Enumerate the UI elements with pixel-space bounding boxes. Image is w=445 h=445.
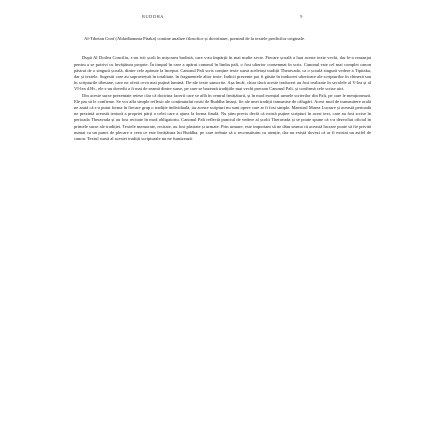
paragraph: Din aceste surse prezentate reiese clar că doctrina facerii care se află în centrul învățăturii, și în mod esențial urmele scrierilor din Pali, pe care le menționează. Ele par să le confirme. Se vor afla simple reflexii ale conținutului rostit de Buddha însuși, fie ale unei tradiții transmise de călugări. Acest mod de transmitere orală ne arată că s-a putut forma în fiecare grup o tradiție individuală, iar aceste scripturi nu sunt opere care ar fi fost simple. Maestrul Marea Lucrare și această perioadă ne prezintă această textură a propriei părți a celei care a ajuns la forma finală. Nu știm precis decât că există puține scripturi în acest text, care au fost scrise în perioada Theravada și au fost recitate în mod obligatoriu. Canonul Pali reflectă punctul de vedere al școlii Theravada și se poate spune că s-a dezvoltat oficial în primele surse ale tradiției. Textele memorate, recitate, au fost păstrate și urmate. Prin urmare, este important să ne dăm seama că această lucrare poate să fie privită numai ca un punct de plecare a ceea ce este învățătura lui Buddha, pe care trebuie să o reconstituim cu atenție, dar nu există dovezi că ar fi existat un astfel de canon. Textul sursă al acestei tradiții scripturale nu ne furnizează. <box>74 92 371 142</box>
page-number: 9 <box>300 14 303 19</box>
running-head-left: BUDDHA <box>142 14 164 19</box>
chapter-summary: Al-Tibetan Conf (Abhidhamma Pitaka) contine analize filosofice și doctrinare, pornind de la textele predicilor originale. <box>84 36 306 41</box>
body-text <box>74 55 371 142</box>
running-head <box>74 14 371 19</box>
paragraph: După Al Doilea Conciliu, s-au ivit școli în mișcarea budistă, care s-au împărțit în mai multe secte. Fiecare școală a luat aceste texte vechi, dar le-a rearanjat pentru a se potrivi cu învățătura proprie. În timpul în care a apărut canonul în limba pali, o fost ulterior consemnat în scris. Canonul este cel mai complet canon păstrat de o singură școală, dintre cele apărute la început. Canonul Pali scris conține texte sursă aceleiași tradiții Theravada, ca o școală singură vedere a Tipitaka, dar și textele. Sugestii care au supraviețuit în totalitate, în fragmentele altor texte. Indicii prezente pot fi găsite în traduceri ulterioare ale scripturilor în chineză sau în scripturile tibetane, care ne oferă ceva mai puțină lumină. De-ale texte sanscrite. Așa încât, chiar dacă aceste traduceri au fost realizate în secolele al V-lea și al VI-lea d.Hr., ele s-au dovedit a fi mai de seamă dintre surse, pe care se bazează tradițiile mai vechi precum Canonul Pali, și confirmă cele scrise aici. <box>74 55 371 92</box>
